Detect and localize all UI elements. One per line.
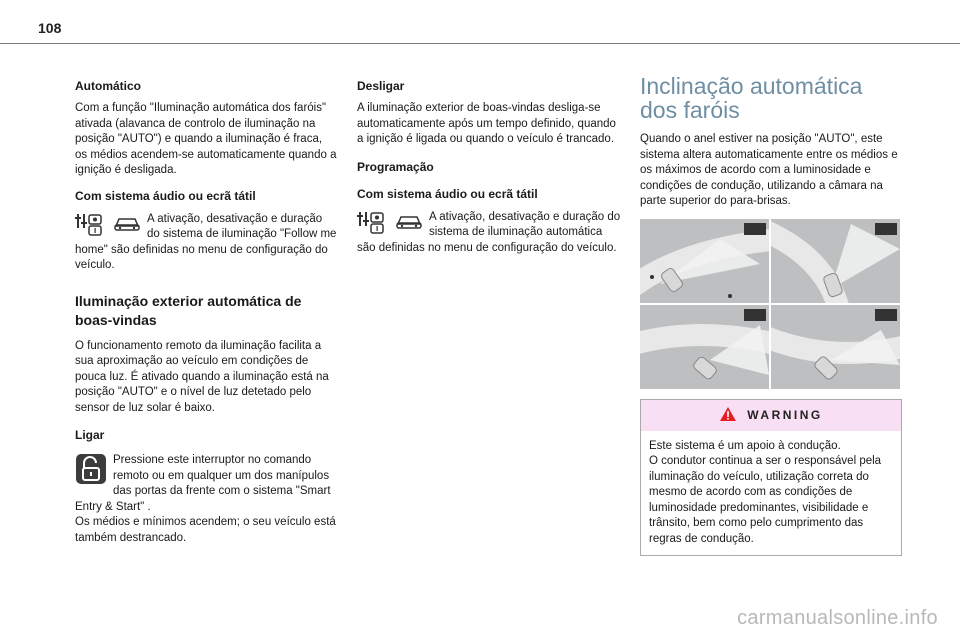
warning-header	[641, 400, 901, 431]
ligar-block	[75, 453, 337, 546]
auto-lighting-block	[357, 210, 621, 257]
illustration-4	[771, 305, 900, 389]
audio-system-heading: Com sistema áudio ou ecrã tátil	[75, 188, 256, 203]
illustration-3	[640, 305, 769, 389]
warning-text-1: Este sistema é um apoio à condução.	[649, 439, 841, 452]
ligar-text-2: Os médios e mínimos acendem; o seu veículo está também destrancado.	[75, 516, 336, 544]
settings-car-icon	[357, 210, 387, 239]
illustration-1	[640, 219, 769, 303]
watermark: carmanualsonline.info	[737, 607, 938, 629]
column-3	[640, 74, 904, 556]
section-title: Inclinação automática dos faróis	[640, 73, 863, 123]
follow-me-home-block	[75, 212, 337, 274]
ligar-icon-box	[75, 453, 107, 490]
warning-icon	[719, 406, 737, 425]
warning-label: WARNING	[747, 408, 823, 422]
headlight-illustration-grid	[640, 219, 900, 389]
car-icon	[395, 213, 423, 236]
settings-car-icon	[75, 212, 105, 241]
desligar-heading: Desligar	[357, 79, 405, 93]
menu-icons-2	[357, 210, 423, 239]
unlock-icon	[75, 453, 107, 490]
follow-me-home-text: A ativação, desativação e duração do sistema de iluminação "Follow me home" são definidas no menu de configuração do veículo.	[75, 212, 337, 271]
welcome-lighting-heading: Iluminação exterior automática de boas-vindas	[75, 292, 302, 328]
programming-heading: Programação	[357, 159, 434, 174]
menu-icons	[75, 212, 141, 241]
auto-lighting-text: A ativação, desativação e duração do sistema de iluminação automática são definidas no menu de configuração do veículo.	[357, 210, 621, 254]
page-number: 108	[38, 20, 62, 36]
car-icon	[113, 215, 141, 238]
automatic-heading: Automático	[75, 79, 141, 93]
welcome-lighting-text: O funcionamento remoto da iluminação facilita a sua aproximação ao veículo em condições de pouca luz. É ativado quando a iluminação está na posição "AUTO" e o nível de luz detetado pelo sensor de luz solar é baixo.	[75, 339, 329, 414]
ligar-text: Pressione este interruptor no comando remoto ou em qualquer um dos manípulos das portas da frente com o sistema "Smart Entry & Start" .	[75, 454, 331, 513]
warning-text-2: O condutor continua a ser o responsável pela iluminação do veículo, utilização correta do mesmo de acordo com as condições de luminosidade predominantes, visibilidade e trânsito, bem como pelo cumprimento das regras de condução.	[649, 455, 882, 545]
automatic-text: Com a função "Iluminação automática dos faróis" ativada (alavanca de controlo de iluminação na posição "AUTO") e quando a iluminação é fraca, os médios acendem-se automaticamente quando a ignição é desligada.	[75, 102, 337, 176]
audio-system-heading-2: Com sistema áudio ou ecrã tátil	[357, 186, 538, 201]
header-divider	[0, 43, 960, 44]
warning-body	[641, 431, 901, 556]
illustration-2	[771, 219, 900, 303]
desligar-text: A iluminação exterior de boas-vindas desliga-se automaticamente após um tempo definido, quando a ignição é ligada ou quando o veículo é trancado.	[357, 102, 616, 145]
warning-box	[640, 399, 902, 557]
column-1	[75, 72, 337, 546]
ligar-heading: Ligar	[75, 428, 105, 442]
intro-text: Quando o anel estiver na posição "AUTO", este sistema altera automaticamente entre os médios e os máximos de acordo com a luminosidade e condições de condução, utilizando a câmara na parte superior do para-brisas.	[640, 133, 898, 207]
column-2	[357, 72, 621, 256]
